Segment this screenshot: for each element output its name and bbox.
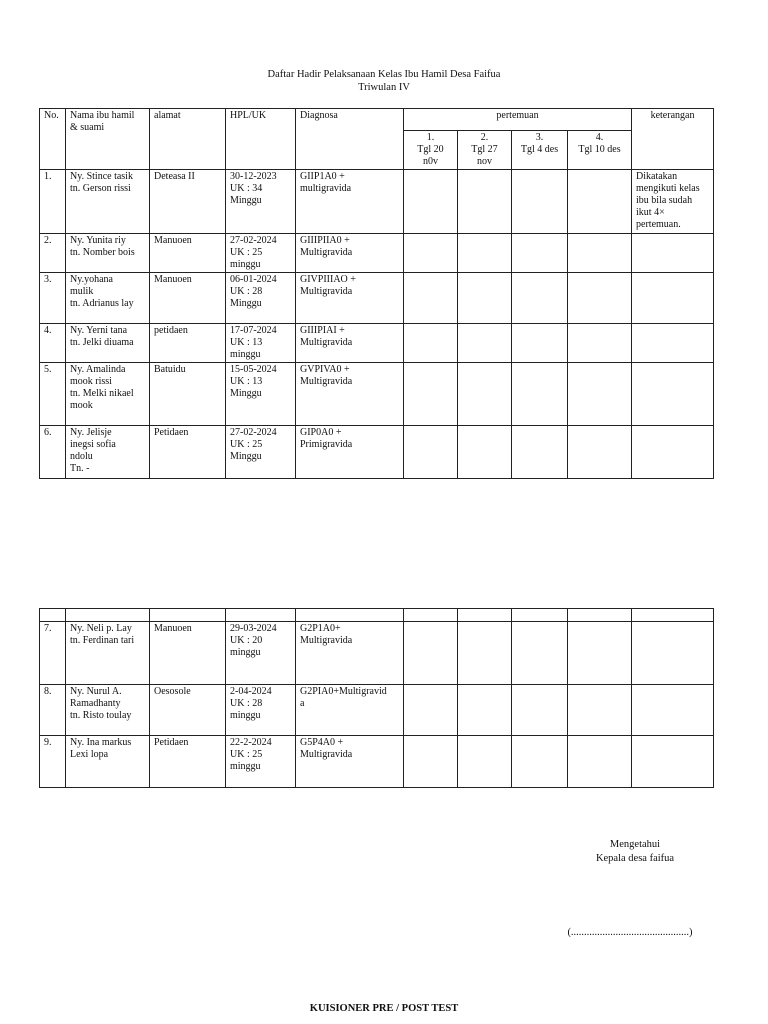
cell-diagnosa: GIIP1A0 + multigravida bbox=[296, 170, 404, 234]
cell-hpl: 2-04-2024 UK : 28 minggu bbox=[226, 685, 296, 736]
cell-no: 6. bbox=[40, 426, 66, 479]
cell-session-2 bbox=[458, 234, 512, 273]
header-keterangan: keterangan bbox=[632, 109, 714, 170]
cell-session-4 bbox=[568, 363, 632, 426]
cell-session-4 bbox=[568, 170, 632, 234]
table-row bbox=[40, 273, 714, 324]
table-row bbox=[40, 622, 714, 685]
cell-session-3 bbox=[512, 324, 568, 363]
cell-diagnosa: G5P4A0 + Multigravida bbox=[296, 736, 404, 788]
cell-session-4 bbox=[568, 234, 632, 273]
cell-nama: Ny. Ina markus Lexi lopa bbox=[66, 736, 150, 788]
cell-session-4 bbox=[568, 622, 632, 685]
cell-alamat: Petidaen bbox=[150, 426, 226, 479]
cell-hpl: 22-2-2024 UK : 25 minggu bbox=[226, 736, 296, 788]
cell-keterangan bbox=[632, 622, 714, 685]
signature-blank: (.............................................) bbox=[567, 927, 693, 938]
cell-hpl: 06-01-2024 UK : 28 Minggu bbox=[226, 273, 296, 324]
table-row bbox=[40, 426, 714, 479]
cell-keterangan bbox=[632, 324, 714, 363]
table-row bbox=[40, 234, 714, 273]
header-alamat: alamat bbox=[150, 109, 226, 170]
cell-alamat: petidaen bbox=[150, 324, 226, 363]
cell-keterangan bbox=[632, 736, 714, 788]
cell-alamat: Deteasa II bbox=[150, 170, 226, 234]
cell-no: 1. bbox=[40, 170, 66, 234]
cell-keterangan bbox=[632, 426, 714, 479]
cell-keterangan bbox=[632, 234, 714, 273]
cell-session-4 bbox=[568, 324, 632, 363]
cell-session-4 bbox=[568, 685, 632, 736]
cell-hpl: 17-07-2024 UK : 13 minggu bbox=[226, 324, 296, 363]
attendance-table bbox=[39, 108, 714, 479]
cell-diagnosa: GVPIVA0 + Multigravida bbox=[296, 363, 404, 426]
cell-nama: Ny.yohana mulik tn. Adrianus lay bbox=[66, 273, 150, 324]
cell-keterangan bbox=[632, 363, 714, 426]
cell-session-2 bbox=[458, 426, 512, 479]
cell-diagnosa: G2P1A0+ Multigravida bbox=[296, 622, 404, 685]
cell-session-2 bbox=[458, 736, 512, 788]
header-diagnosa: Diagnosa bbox=[296, 109, 404, 170]
cell-session-3 bbox=[512, 170, 568, 234]
cell-session-2 bbox=[458, 363, 512, 426]
table-row bbox=[40, 324, 714, 363]
cell-no: 3. bbox=[40, 273, 66, 324]
header-no: No. bbox=[40, 109, 66, 170]
cell-no: 9. bbox=[40, 736, 66, 788]
document-title: Daftar Hadir Pelaksanaan Kelas Ibu Hamil Desa Faifua bbox=[267, 69, 501, 80]
cell-alamat: Manuoen bbox=[150, 234, 226, 273]
cell-session-3 bbox=[512, 273, 568, 324]
cell-alamat: Oesosole bbox=[150, 685, 226, 736]
cell-session-1 bbox=[404, 363, 458, 426]
cell-session-4 bbox=[568, 273, 632, 324]
cell-session-2 bbox=[458, 324, 512, 363]
cell-no: 4. bbox=[40, 324, 66, 363]
cell-session-3 bbox=[512, 426, 568, 479]
cell-diagnosa: GIP0A0 + Primigravida bbox=[296, 426, 404, 479]
table-row bbox=[40, 170, 714, 234]
attendance-table-continued bbox=[39, 608, 714, 788]
cell-keterangan bbox=[632, 685, 714, 736]
table-header-row bbox=[40, 109, 714, 131]
table-header-row-blank bbox=[40, 609, 714, 622]
cell-nama: Ny. Nurul A. Ramadhanty tn. Risto toulay bbox=[66, 685, 150, 736]
header-session-3: 3. Tgl 4 des bbox=[512, 131, 568, 170]
cell-session-3 bbox=[512, 736, 568, 788]
header-pertemuan: pertemuan bbox=[404, 109, 632, 131]
cell-hpl: 29-03-2024 UK : 20 minggu bbox=[226, 622, 296, 685]
cell-nama: Ny. Yerni tana tn. Jelki diuama bbox=[66, 324, 150, 363]
cell-session-1 bbox=[404, 234, 458, 273]
signature-label: Mengetahui bbox=[609, 839, 661, 850]
signature-title: Kepala desa faifua bbox=[595, 853, 675, 864]
header-session-1: 1. Tgl 20 n0v bbox=[404, 131, 458, 170]
cell-nama: Ny. Amalinda mook rissi tn. Melki nikael mook bbox=[66, 363, 150, 426]
cell-diagnosa: G2PIA0+Multigravid a bbox=[296, 685, 404, 736]
cell-session-4 bbox=[568, 426, 632, 479]
cell-session-3 bbox=[512, 622, 568, 685]
document-subtitle: Triwulan IV bbox=[358, 82, 410, 93]
cell-session-1 bbox=[404, 685, 458, 736]
footer-heading: KUISIONER PRE / POST TEST bbox=[309, 1003, 459, 1014]
cell-no: 7. bbox=[40, 622, 66, 685]
table-row bbox=[40, 736, 714, 788]
cell-session-3 bbox=[512, 685, 568, 736]
cell-session-2 bbox=[458, 170, 512, 234]
cell-nama: Ny. Jelisje inegsi sofia ndolu Tn. - bbox=[66, 426, 150, 479]
cell-session-2 bbox=[458, 622, 512, 685]
header-nama: Nama ibu hamil & suami bbox=[66, 109, 150, 170]
cell-session-1 bbox=[404, 273, 458, 324]
cell-keterangan: Dikatakan mengikuti kelas ibu bila sudah ikut 4× pertemuan. bbox=[632, 170, 714, 234]
cell-session-1 bbox=[404, 324, 458, 363]
cell-diagnosa: GIVPIIIAO + Multigravida bbox=[296, 273, 404, 324]
cell-nama: Ny. Stince tasik tn. Gerson rissi bbox=[66, 170, 150, 234]
cell-no: 5. bbox=[40, 363, 66, 426]
cell-keterangan bbox=[632, 273, 714, 324]
cell-hpl: 30-12-2023 UK : 34 Minggu bbox=[226, 170, 296, 234]
cell-session-1 bbox=[404, 426, 458, 479]
cell-alamat: Batuidu bbox=[150, 363, 226, 426]
cell-session-4 bbox=[568, 736, 632, 788]
cell-no: 8. bbox=[40, 685, 66, 736]
cell-nama: Ny. Yunita riy tn. Nomber bois bbox=[66, 234, 150, 273]
cell-nama: Ny. Neli p. Lay tn. Ferdinan tari bbox=[66, 622, 150, 685]
cell-no: 2. bbox=[40, 234, 66, 273]
cell-session-1 bbox=[404, 736, 458, 788]
cell-hpl: 15-05-2024 UK : 13 Minggu bbox=[226, 363, 296, 426]
cell-alamat: Manuoen bbox=[150, 622, 226, 685]
cell-hpl: 27-02-2024 UK : 25 minggu bbox=[226, 234, 296, 273]
table-row bbox=[40, 363, 714, 426]
cell-alamat: Manuoen bbox=[150, 273, 226, 324]
cell-session-1 bbox=[404, 170, 458, 234]
cell-session-2 bbox=[458, 685, 512, 736]
table-row bbox=[40, 685, 714, 736]
cell-session-1 bbox=[404, 622, 458, 685]
cell-session-3 bbox=[512, 363, 568, 426]
cell-session-3 bbox=[512, 234, 568, 273]
cell-hpl: 27-02-2024 UK : 25 Minggu bbox=[226, 426, 296, 479]
cell-diagnosa: GIIIPIAI + Multigravida bbox=[296, 324, 404, 363]
cell-session-2 bbox=[458, 273, 512, 324]
header-hpl: HPL/UK bbox=[226, 109, 296, 170]
cell-diagnosa: GIIIPIIA0 + Multigravida bbox=[296, 234, 404, 273]
header-session-4: 4. Tgl 10 des bbox=[568, 131, 632, 170]
cell-alamat: Petidaen bbox=[150, 736, 226, 788]
header-session-2: 2. Tgl 27 nov bbox=[458, 131, 512, 170]
